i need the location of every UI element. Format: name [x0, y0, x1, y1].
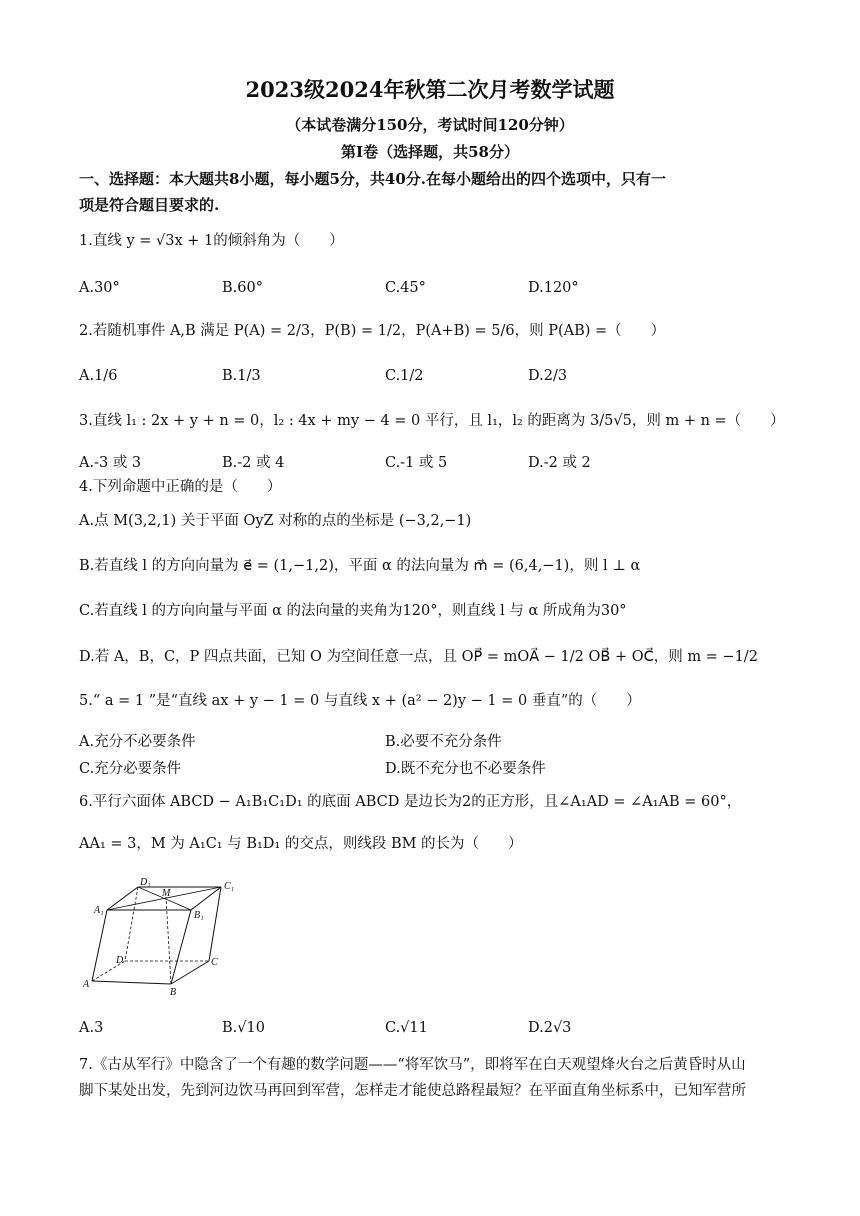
q2-option-d: D.2/3: [528, 368, 568, 384]
label-b1: B₁: [194, 910, 204, 921]
q5-option-b: B.必要不充分条件: [385, 734, 502, 750]
question-7-line2: 脚下某处出发，先到河边饮马再回到军营，怎样走才能使总路程最短？在平面直角坐标系中，已知军营所: [79, 1083, 746, 1099]
question-2-stem: 2.若随机事件 A,B 满足 P(A) = 2/3，P(B) = 1/2，P(A+B) = 5/6，则 P(AB) =（ ）: [79, 323, 666, 339]
q1-option-a: A.30°: [79, 280, 120, 296]
label-b: B: [170, 987, 177, 998]
parallelepiped-figure: [80, 875, 235, 1000]
q2-option-a: A.1/6: [79, 368, 118, 384]
q2-option-c: C.1/2: [385, 368, 424, 384]
q6-option-a: A.3: [79, 1020, 104, 1036]
q3-option-a: A.-3 或 3: [79, 455, 142, 471]
label-c: C: [211, 957, 218, 968]
part-heading: 第I卷（选择题，共58分）: [341, 143, 519, 161]
q2-option-b: B.1/3: [222, 368, 261, 384]
q1-text: 的倾斜角为（ ）: [213, 233, 344, 249]
exam-title: 2023级2024年秋第二次月考数学试题: [245, 77, 615, 102]
label-a: A: [83, 979, 90, 990]
q1-option-d: D.120°: [528, 280, 579, 296]
q3-option-c: C.-1 或 5: [385, 455, 448, 471]
question-6-stem-line1: 6.平行六面体 ABCD − A₁B₁C₁D₁ 的底面 ABCD 是边长为2的正方形，且∠A₁AD = ∠A₁AB = 60°，: [79, 794, 742, 810]
label-c1: C₁: [224, 881, 235, 892]
label-m: M: [162, 888, 171, 899]
question-6-stem-line2: AA₁ = 3，M 为 A₁C₁ 与 B₁D₁ 的交点，则线段 BM 的长为（ ）: [79, 836, 523, 852]
q3-option-b: B.-2 或 4: [222, 455, 285, 471]
q5-option-a: A.充分不必要条件: [79, 734, 196, 750]
q4-option-b: B.若直线 l 的方向向量为 e⃗ = (1,−1,2)，平面 α 的法向量为 m⃗ = (6,4,−1)，则 l ⊥ α: [79, 558, 641, 574]
section1-instruction-line1: 一、选择题：本大题共8小题，每小题5分，共40分.在每小题给出的四个选项中，只有一: [79, 170, 666, 188]
question-5-stem: 5.“ a = 1 ”是“直线 ax + y − 1 = 0 与直线 x + (a² − 2)y − 1 = 0 垂直”的（ ）: [79, 693, 641, 709]
q4-option-d: D.若 A，B，C，P 四点共面，已知 O 为空间任意一点，且 OP⃗ = mOA⃗ − 1/2 OB⃗ + OC⃗，则 m = −1/2: [79, 649, 758, 665]
q1-option-c: C.45°: [385, 280, 426, 296]
q4-option-a: A.点 M(3,2,1) 关于平面 OyZ 对称的点的坐标是 (−3,2,−1): [79, 513, 472, 529]
label-d: D: [116, 955, 124, 966]
label-a1: A₁: [94, 905, 104, 916]
q5-option-c: C.充分必要条件: [79, 761, 182, 777]
question-4-stem: 4.下列命题中正确的是（ ）: [79, 479, 282, 495]
q5-option-d: D.既不充分也不必要条件: [385, 761, 546, 777]
q3-option-d: D.-2 或 2: [528, 455, 591, 471]
question-7-line1: 7.《古从军行》中隐含了一个有趣的数学问题——“将军饮马”，即将军在白天观望烽火台之后黄昏时从山: [79, 1057, 746, 1073]
exam-subtitle: （本试卷满分150分，考试时间120分钟）: [286, 116, 574, 134]
label-d1: D₁: [140, 877, 151, 888]
section1-instruction-line2: 项是符合题目要求的.: [79, 196, 220, 214]
q1-formula: 1.直线 y = √3x + 1: [79, 233, 214, 249]
q4-option-c: C.若直线 l 的方向向量与平面 α 的法向量的夹角为120°，则直线 l 与 α 所成角为30°: [79, 603, 627, 619]
q6-option-d: D.2√3: [528, 1020, 572, 1036]
question-3-stem: 3.直线 l₁ : 2x + y + n = 0，l₂ : 4x + my − 4 = 0 平行，且 l₁，l₂ 的距离为 3/5√5，则 m + n =（ ）: [79, 413, 785, 429]
question-1-stem: [79, 232, 790, 250]
q6-option-c: C.√11: [385, 1020, 428, 1036]
q1-option-b: B.60°: [222, 280, 263, 296]
q6-option-b: B.√10: [222, 1020, 265, 1036]
